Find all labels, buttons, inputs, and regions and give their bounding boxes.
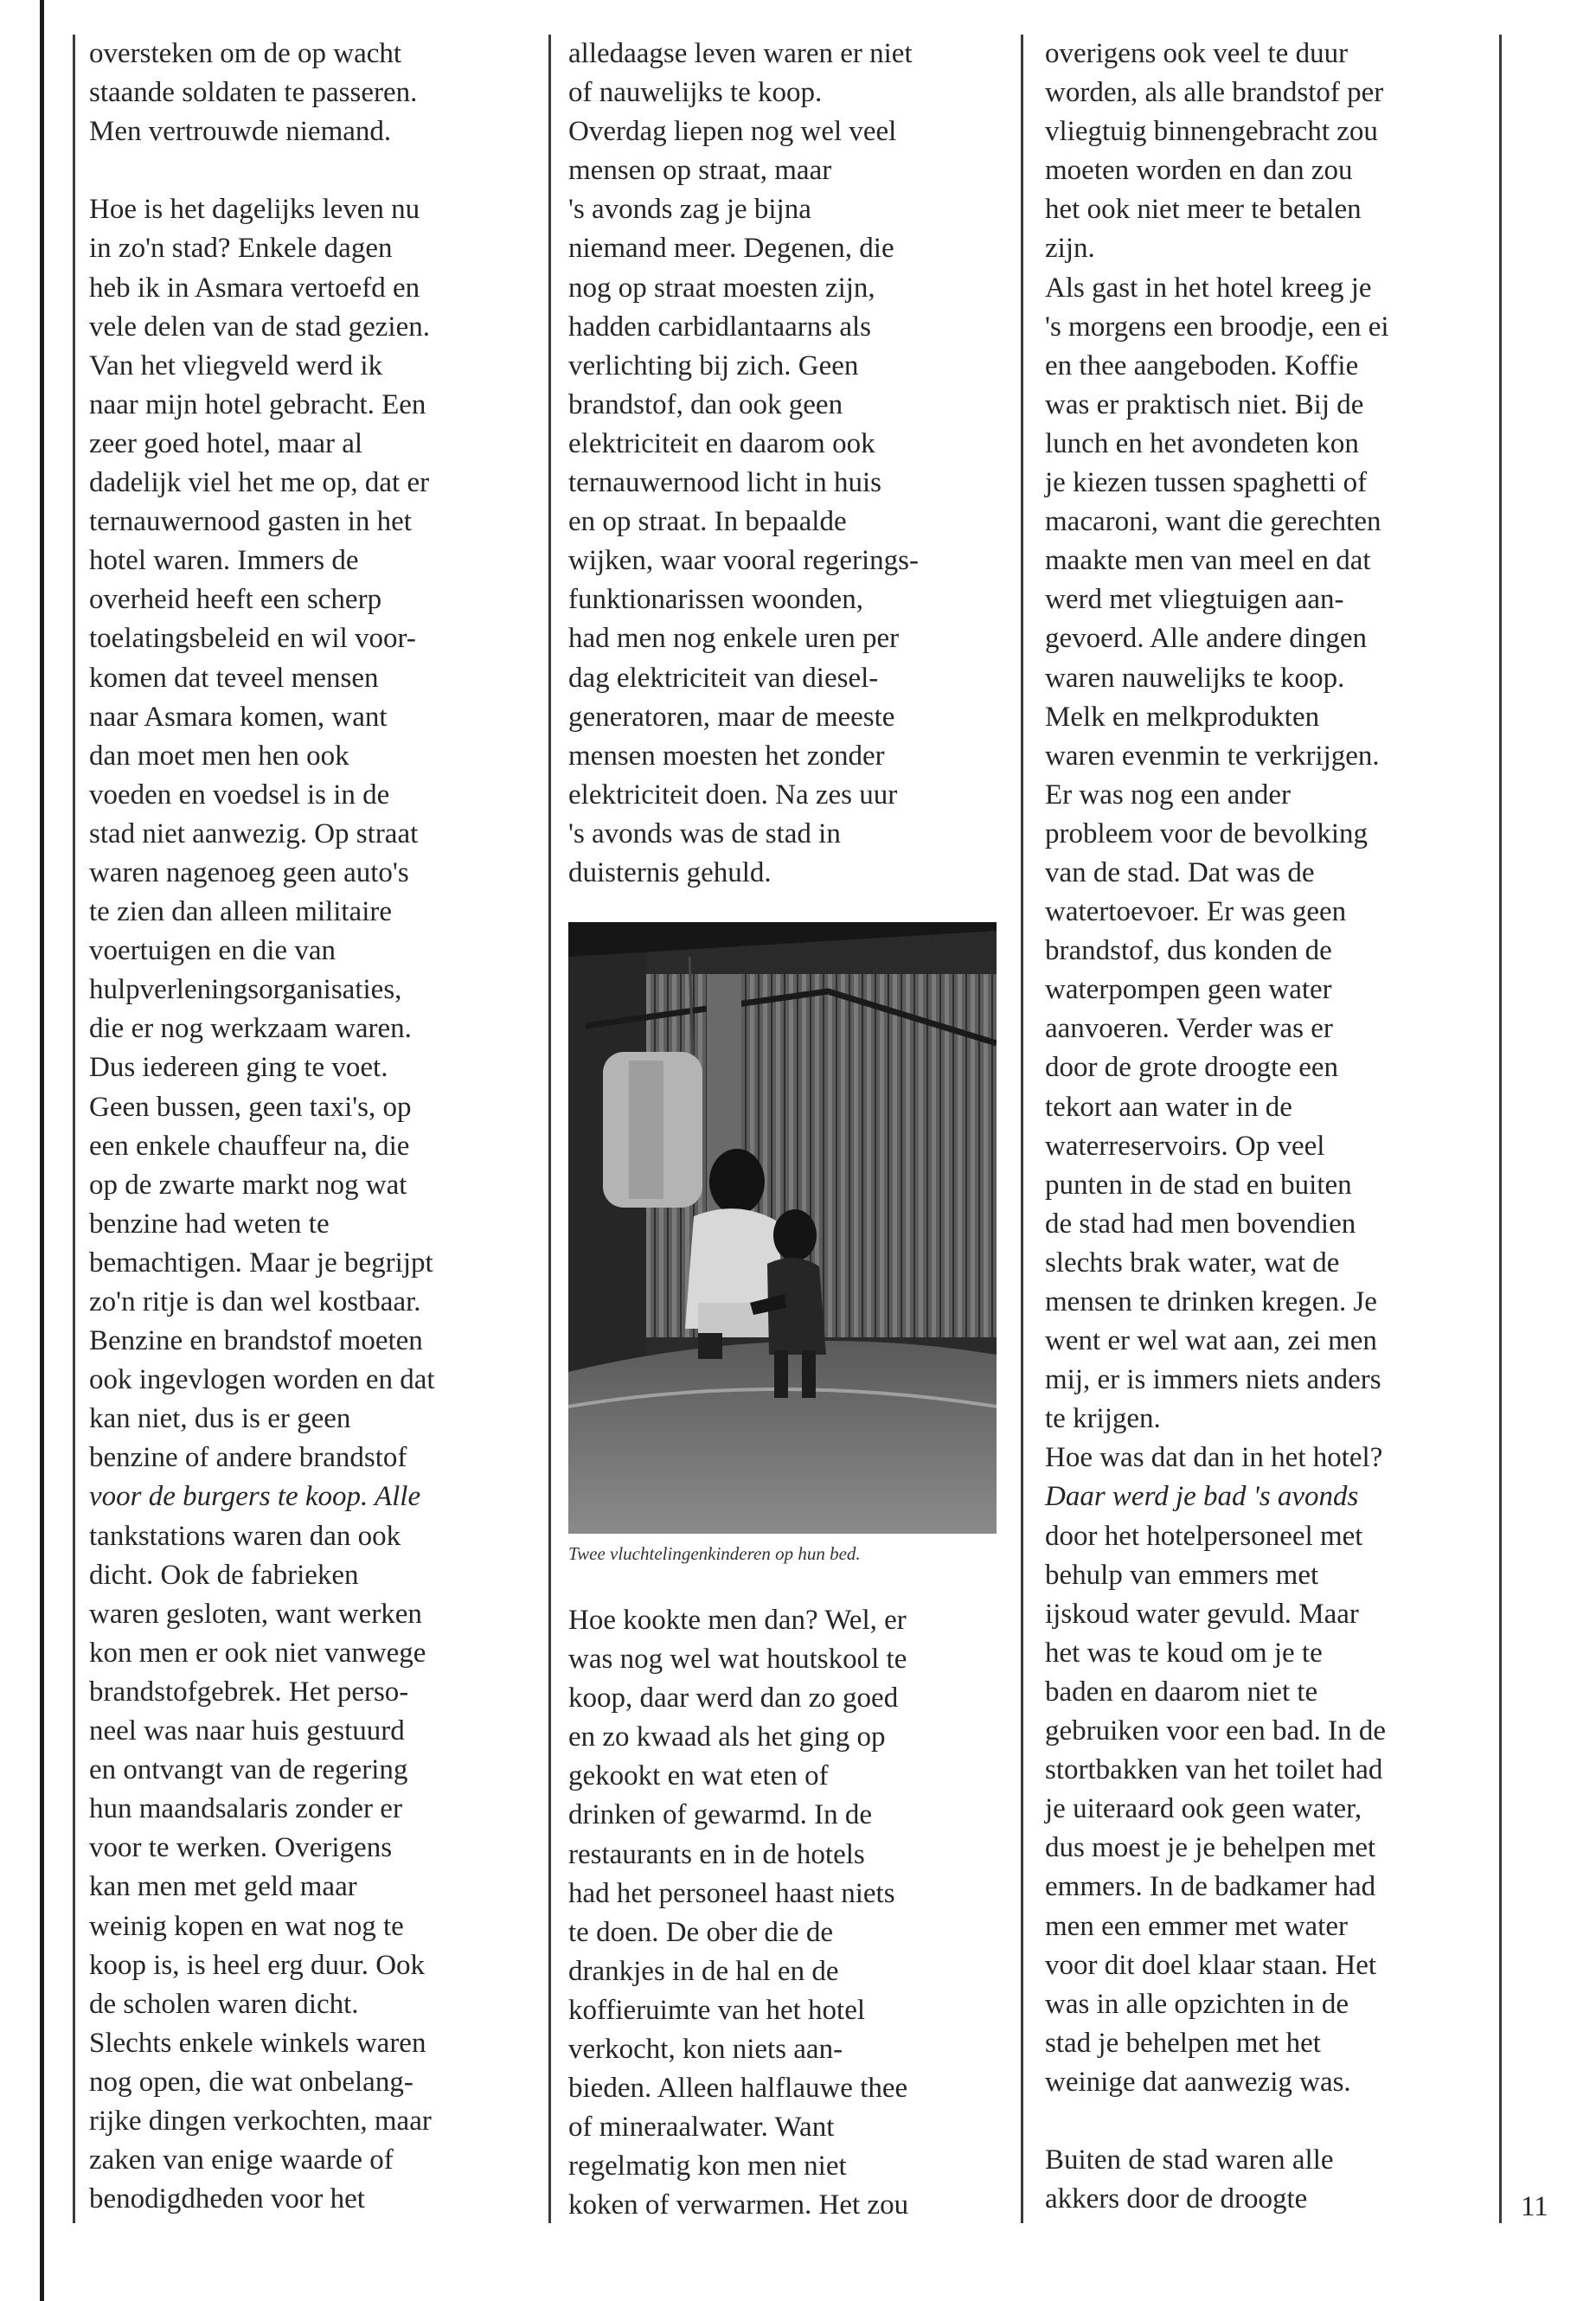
- text-line: voor te werken. Overigens: [89, 1832, 393, 1864]
- text-line: 's avonds was de stad in: [568, 817, 841, 849]
- text-line: het was te koud om je te: [1045, 1637, 1323, 1669]
- text-line: verkocht, kon niets aan-: [568, 2034, 843, 2066]
- text-column-2-bottom: [568, 1601, 1001, 2226]
- text-line: Hoe was dat dan in het hotel?: [1045, 1442, 1383, 1474]
- text-line: had men nog enkele uren per: [568, 623, 900, 655]
- text-line: zijn.: [1045, 233, 1095, 265]
- text-line: akkers door de droogte: [1045, 2183, 1308, 2215]
- text-line: went er wel wat aan, zei men: [1045, 1325, 1377, 1357]
- text-line: dus moest je je behelpen met: [1045, 1832, 1376, 1864]
- text-line: maakte men van meel en dat: [1045, 545, 1371, 577]
- column-rule-2: [1021, 35, 1023, 2223]
- text-line: had het personeel haast niets: [568, 1877, 895, 1909]
- text-line: vliegtuig binnengebracht zou: [1045, 116, 1378, 148]
- text-line: mensen moesten het zonder: [568, 740, 885, 772]
- text-line: alledaagse leven waren er niet: [568, 38, 913, 69]
- text-line: elektriciteit doen. Na zes uur: [568, 779, 898, 811]
- text-column-2-top: [568, 35, 1001, 893]
- text-column-1: [89, 35, 522, 2219]
- text-line: koffieruimte van het hotel: [568, 1994, 866, 2026]
- text-line: kon men er ook niet vanwege: [89, 1637, 426, 1669]
- text-line: generatoren, maar de meeste: [568, 701, 895, 733]
- text-line: gevoerd. Alle andere dingen: [1045, 623, 1368, 655]
- text-line: te doen. De ober die de: [568, 1916, 834, 1948]
- text-line: door het hotelpersoneel met: [1045, 1520, 1363, 1552]
- text-line: duisternis gehuld.: [568, 856, 772, 888]
- refugee-children-photo: [568, 922, 997, 1534]
- text-line: regelmatig kon men niet: [568, 2150, 847, 2182]
- text-line: kan niet, dus is er geen: [89, 1403, 351, 1435]
- text-line: [89, 151, 522, 190]
- text-line: of mineraalwater. Want: [568, 2112, 835, 2144]
- scan-edge: [40, 0, 44, 2301]
- text-line: koop, daar werd dan zo goed: [568, 1682, 899, 1715]
- text-line: [1045, 2102, 1477, 2141]
- text-line: op de zwarte markt nog wat: [89, 1169, 407, 1201]
- text-line: bieden. Alleen halflauwe thee: [568, 2073, 908, 2105]
- text-line: die er nog werkzaam waren.: [89, 1013, 412, 1045]
- text-line: restaurants en in de hotels: [568, 1838, 865, 1870]
- text-line: een enkele chauffeur na, die: [89, 1130, 410, 1162]
- text-line: brandstofgebrek. Het perso-: [89, 1676, 409, 1708]
- text-line: in zo'n stad? Enkele dagen: [89, 233, 393, 265]
- text-line: hun maandsalaris zonder er: [89, 1793, 402, 1825]
- text-line: men een emmer met water: [1045, 1910, 1348, 1942]
- text-line: de stad had men bovendien: [1045, 1208, 1356, 1240]
- text-line: punten in de stad en buiten: [1045, 1169, 1352, 1201]
- text-line: waren gesloten, want werken: [89, 1598, 422, 1630]
- text-line: waren evenmin te verkrijgen.: [1045, 740, 1380, 772]
- text-line: was nog wel wat houtskool te: [568, 1644, 907, 1676]
- text-line: neel was naar huis gestuurd: [89, 1715, 405, 1747]
- text-line: vele delen van de stad gezien.: [89, 311, 430, 343]
- text-line: benzine had weten te: [89, 1208, 330, 1240]
- text-line: en ontvangt van de regering: [89, 1754, 408, 1786]
- text-line: Buiten de stad waren alle: [1045, 2144, 1334, 2176]
- text-line: waren nauwelijks te koop.: [1045, 662, 1345, 694]
- text-line: Als gast in het hotel kreeg je: [1045, 272, 1372, 304]
- text-line: bemachtigen. Maar je begrijpt: [89, 1247, 433, 1279]
- text-line: te krijgen.: [1045, 1403, 1161, 1435]
- text-line: te zien dan alleen militaire: [89, 896, 392, 928]
- text-line: Men vertrouwde niemand.: [89, 116, 392, 148]
- text-line: drankjes in de hal en de: [568, 1955, 839, 1987]
- text-line: Er was nog een ander: [1045, 779, 1292, 811]
- text-line: staande soldaten te passeren.: [89, 77, 418, 109]
- text-line: kan men met geld maar: [89, 1871, 357, 1903]
- text-line: de scholen waren dicht.: [89, 1988, 359, 2020]
- text-line: naar mijn hotel gebracht. Een: [89, 388, 426, 420]
- text-line: verlichting bij zich. Geen: [568, 349, 859, 381]
- text-line: door de grote droogte een: [1045, 1052, 1339, 1084]
- text-line: dicht. Ook de fabrieken: [89, 1559, 359, 1591]
- text-line: ternauwernood licht in huis: [568, 467, 882, 499]
- text-line: heb ik in Asmara vertoefd en: [89, 272, 420, 304]
- text-line: gebruiken voor een bad. In de: [1045, 1715, 1387, 1747]
- text-line: toelatingsbeleid en wil voor-: [89, 623, 416, 655]
- text-line: voor dit doel klaar staan. Het: [1045, 1949, 1377, 1981]
- text-line: brandstof, dan ook geen: [568, 388, 843, 420]
- text-line: elektriciteit en daarom ook: [568, 427, 875, 459]
- page-number: 11: [1521, 2191, 1548, 2222]
- text-line: en thee aangeboden. Koffie: [1045, 349, 1359, 381]
- text-line: benzine of andere brandstof: [89, 1442, 407, 1474]
- text-line: benodigdheden voor het: [89, 2183, 365, 2215]
- column-rule-1: [548, 35, 551, 2223]
- text-line: niemand meer. Degenen, die: [568, 233, 894, 265]
- text-line: naar Asmara komen, want: [89, 701, 388, 733]
- text-line: baden en daarom niet te: [1045, 1676, 1318, 1708]
- text-line: drinken of gewarmd. In de: [568, 1799, 872, 1831]
- text-line: 's morgens een broodje, een ei: [1045, 311, 1389, 343]
- text-line: overheid heeft een scherp: [89, 584, 382, 616]
- text-line: en op straat. In bepaalde: [568, 506, 847, 538]
- text-line: waren nagenoeg geen auto's: [89, 856, 409, 888]
- text-line: was er praktisch niet. Bij de: [1045, 388, 1364, 420]
- text-line: funktionarissen woonden,: [568, 584, 863, 616]
- text-line: Melk en melkprodukten: [1045, 701, 1320, 733]
- text-line: macaroni, want die gerechten: [1045, 506, 1381, 538]
- text-line: gekookt en wat eten of: [568, 1760, 829, 1792]
- text-line: weinig kopen en wat nog te: [89, 1910, 404, 1942]
- text-line: zeer goed hotel, maar al: [89, 427, 363, 459]
- text-line: aanvoeren. Verder was er: [1045, 1013, 1333, 1045]
- text-line: zo'n ritje is dan wel kostbaar.: [89, 1286, 421, 1317]
- text-line: stad je behelpen met het: [1045, 2027, 1321, 2059]
- text-line: zaken van enige waarde of: [89, 2144, 394, 2176]
- text-line: behulp van emmers met: [1045, 1559, 1319, 1591]
- text-line: waterreservoirs. Op veel: [1045, 1130, 1325, 1162]
- text-line: slechts brak water, wat de: [1045, 1247, 1340, 1279]
- text-line: waterpompen geen water: [1045, 974, 1332, 1006]
- text-line: van de stad. Dat was de: [1045, 856, 1315, 888]
- text-line: nog open, die wat onbelang-: [89, 2066, 413, 2098]
- text-line: koken of verwarmen. Het zou: [568, 2189, 909, 2221]
- text-line: dag elektriciteit van diesel-: [568, 662, 879, 694]
- text-column-3: [1045, 35, 1477, 2219]
- text-line: ook ingevlogen worden en dat: [89, 1364, 435, 1396]
- text-line: voeden en voedsel is in de: [89, 779, 390, 811]
- text-line: voertuigen en die van: [89, 935, 336, 967]
- text-line: rijke dingen verkochten, maar: [89, 2105, 432, 2137]
- text-line: je uiteraard ook geen water,: [1045, 1793, 1362, 1825]
- text-line: hadden carbidlantaarns als: [568, 311, 872, 343]
- text-line: Dus iedereen ging te voet.: [89, 1052, 388, 1084]
- text-line: ternauwernood gasten in het: [89, 506, 412, 538]
- text-line: dan moet men hen ook: [89, 740, 349, 772]
- text-line: dadelijk viel het me op, dat er: [89, 467, 430, 499]
- text-line: Benzine en brandstof moeten: [89, 1325, 423, 1357]
- text-line: was in alle opzichten in de: [1045, 1988, 1349, 2020]
- column-rule-3: [1499, 35, 1502, 2223]
- text-line: 's avonds zag je bijna: [568, 194, 811, 226]
- text-line: weinige dat aanwezig was.: [1045, 2066, 1351, 2098]
- text-line: watertoevoer. Er was geen: [1045, 896, 1347, 928]
- text-line: Daar werd je bad 's avonds: [1045, 1481, 1359, 1513]
- text-line: wijken, waar vooral regerings-: [568, 545, 920, 577]
- text-line: het ook niet meer te betalen: [1045, 194, 1362, 226]
- text-line: voor de burgers te koop. Alle: [89, 1481, 421, 1513]
- text-line: worden, als alle brandstof per: [1045, 77, 1384, 109]
- text-line: of nauwelijks te koop.: [568, 77, 823, 109]
- column-rule-left: [73, 35, 75, 2223]
- text-line: mensen op straat, maar: [568, 155, 832, 187]
- text-line: koop is, is heel erg duur. Ook: [89, 1949, 426, 1981]
- text-line: ijskoud water gevuld. Maar: [1045, 1598, 1359, 1630]
- text-line: probleem voor de bevolking: [1045, 817, 1368, 849]
- text-line: emmers. In de badkamer had: [1045, 1871, 1376, 1903]
- text-line: Van het vliegveld werd ik: [89, 349, 383, 381]
- text-line: Hoe is het dagelijks leven nu: [89, 194, 420, 226]
- text-line: hotel waren. Immers de: [89, 545, 359, 577]
- text-line: stortbakken van het toilet had: [1045, 1754, 1383, 1786]
- text-line: stad niet aanwezig. Op straat: [89, 817, 419, 849]
- text-line: Hoe kookte men dan? Wel, er: [568, 1605, 907, 1636]
- text-line: je kiezen tussen spaghetti of: [1045, 467, 1368, 499]
- text-line: komen dat teveel mensen: [89, 662, 379, 694]
- text-line: Overdag liepen nog wel veel: [568, 116, 897, 148]
- text-line: lunch en het avondeten kon: [1045, 427, 1359, 459]
- text-line: tekort aan water in de: [1045, 1091, 1292, 1123]
- text-line: mij, er is immers niets anders: [1045, 1364, 1381, 1396]
- text-line: en zo kwaad als het ging op: [568, 1721, 886, 1753]
- text-line: moeten worden en dan zou: [1045, 155, 1353, 187]
- text-line: nog op straat moesten zijn,: [568, 272, 875, 304]
- text-line: brandstof, dus konden de: [1045, 935, 1332, 967]
- text-line: tankstations waren dan ook: [89, 1520, 401, 1552]
- text-line: Geen bussen, geen taxi's, op: [89, 1091, 412, 1123]
- text-line: hulpverleningsorganisaties,: [89, 974, 402, 1006]
- photo-caption: Twee vluchtelingenkinderen op hun bed.: [568, 1543, 861, 1564]
- text-line: werd met vliegtuigen aan-: [1045, 584, 1344, 616]
- text-line: overigens ook veel te duur: [1045, 38, 1349, 69]
- text-line: Slechts enkele winkels waren: [89, 2027, 426, 2059]
- text-line: mensen te drinken kregen. Je: [1045, 1286, 1377, 1317]
- text-line: oversteken om de op wacht: [89, 38, 402, 69]
